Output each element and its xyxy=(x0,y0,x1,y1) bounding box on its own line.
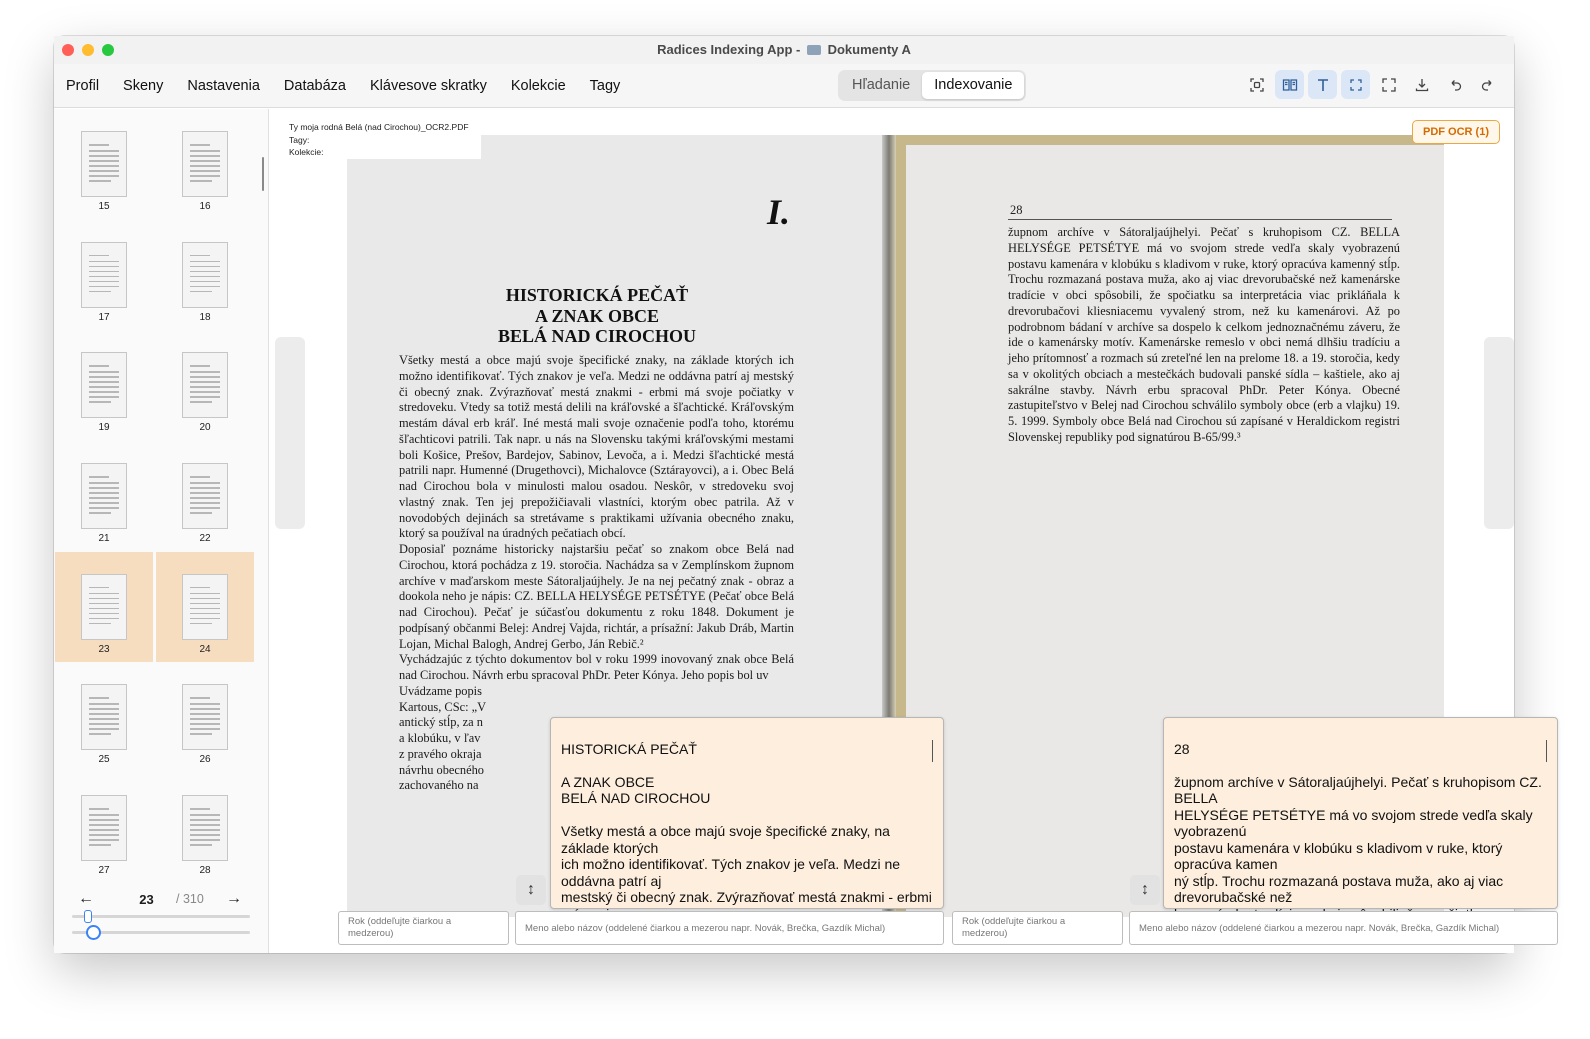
window-title xyxy=(54,36,1514,64)
thumbnail-item[interactable] xyxy=(156,220,254,331)
app-title: Radices Indexing App - xyxy=(657,42,801,57)
collections-label: Kolekcie: xyxy=(289,147,324,157)
close-window-button[interactable] xyxy=(62,44,74,56)
zoom-slider-track[interactable] xyxy=(72,915,250,918)
thumbnail-image xyxy=(81,684,127,750)
fit-page-icon[interactable] xyxy=(1341,70,1370,99)
mode-switch xyxy=(838,70,1026,101)
thumbnail-page-number: 16 xyxy=(199,201,211,212)
thumbnail-sidebar xyxy=(54,109,269,953)
thumbnail-page-number: 22 xyxy=(199,533,211,545)
folder-icon xyxy=(807,45,821,55)
thumbnail-image xyxy=(182,574,228,640)
prev-page-icon[interactable]: ← xyxy=(78,890,94,907)
thumbnail-page-number: 15 xyxy=(98,201,110,212)
year-input-right[interactable]: Rok (oddeľujte čiarkou a medzerou) xyxy=(952,911,1123,945)
menu-klavesove-skratky[interactable]: Klávesove skratky xyxy=(369,78,487,94)
menu-nastavenia[interactable]: Nastavenia xyxy=(187,78,260,94)
thumbnail-item[interactable] xyxy=(156,109,254,220)
view-tools xyxy=(1242,70,1502,101)
page-number: 28 xyxy=(1010,203,1023,217)
zoom-slider-handle[interactable] xyxy=(84,910,92,923)
thumbnail-page-number: 19 xyxy=(98,422,110,434)
thumbnail-image xyxy=(81,131,127,197)
thumbnail-image xyxy=(182,463,228,529)
thumbnail-page-number: 25 xyxy=(98,754,110,766)
tags-label: Tagy: xyxy=(289,134,310,145)
text-icon[interactable] xyxy=(1308,70,1337,99)
book-view-icon[interactable] xyxy=(1275,70,1304,99)
menu-tagy[interactable]: Tagy xyxy=(589,78,621,94)
title-bar xyxy=(54,36,1514,64)
page-body-text: župnom archíve v Sátoraljaújhelyi. Pečať s kruhopisom CZ. BELLA HELYSÉGE PETSÉTYE má vo svojom strede vedľa skaly vyobrazenú postavu kamenára v klobúku s kladivom v ruke, ktorý opracúva kamenný stĺp. Trochu rozmazaná postava muža, ako aj viac drevorubačské než kamenárske tradície v obci spôsobili, že spočiatku sa interpretácia viac prikláňala k drevorubačovi kliesniacemu vyvalený strom, než ku kamenárovi. Až po podrobnom bádaní v archíve sa dospelo k celkom jednoznačnému záveru, že ide o kamenársky motív. Kamenárske remeslo v obci nemá dlhšiu tradíciu a jeho prítomnosť a rozmach sú zreteľné len na prelome 18. a 19. storočia, kedy sa v okolitých obciach a mestečkách budovali panské sídla – kaštiele, ako aj sakrálne stavby. Návrh erbu spracoval PhDr. Peter Kónya. Obecné zastupiteľstvo v Belej nad Cirochou schválilo symboly obce (erb a vlajku) 19. 5. 1999. Symboly obce Belá nad Cirochou sú zapísané v Heraldickom registri Slovenskej republiky pod signatúrou B-65/99.³ xyxy=(1008,225,1400,444)
right-panel-handle[interactable] xyxy=(1484,337,1514,529)
thumbnail-image xyxy=(81,574,127,640)
thumbnail-item[interactable] xyxy=(55,109,153,220)
thumbnail-item[interactable] xyxy=(156,441,254,552)
document-viewer xyxy=(270,109,1542,953)
toolbar xyxy=(54,64,1514,108)
app-window xyxy=(54,36,1542,953)
thumbnail-item[interactable] xyxy=(156,330,254,441)
thumbnail-image xyxy=(81,795,127,861)
thumbnail-page-number: 20 xyxy=(199,422,211,434)
tab-hladanie[interactable]: Hľadanie xyxy=(852,77,911,93)
name-input-right[interactable]: Meno alebo názov (oddelené čiarkou a mezerou napr. Novák, Brečka, Gazdík Michal) xyxy=(1129,911,1558,945)
menu-databaza[interactable]: Databáza xyxy=(283,78,346,94)
thumbnail-item[interactable] xyxy=(55,552,153,663)
current-page-input[interactable]: 23 xyxy=(139,892,154,907)
year-input-left[interactable]: Rok (oddeľujte čiarkou a medzerou) xyxy=(338,911,509,945)
thumbnail-grid xyxy=(54,109,259,884)
thumbnail-image xyxy=(182,131,228,197)
ocr-text[interactable]: 28 župnom archíve v Sátoraljaújhelyi. Pečať s kruhopisom CZ. BELLA HELYSÉGE PETSÉTYE má vo svojom strede vedľa skaly vyobrazenú postavu kamenára v klobúku s kladivom v ruke, ktorý opracúva kamen ný stĺp. Trochu rozmazaná postava muža, ako aj viac drevorubačské než xyxy=(1174,740,1542,905)
thumbnail-image xyxy=(182,684,228,750)
left-panel-handle[interactable] xyxy=(275,337,305,529)
thumbnail-item[interactable] xyxy=(156,773,254,884)
menu-skeny[interactable]: Skeny xyxy=(123,78,164,94)
thumbnail-item[interactable] xyxy=(55,773,153,884)
thumbnail-item[interactable] xyxy=(55,220,153,331)
main-menu xyxy=(54,64,632,108)
thumbnail-item[interactable] xyxy=(55,441,153,552)
thumbnail-page-number: 26 xyxy=(199,754,211,766)
thumbnail-item[interactable] xyxy=(156,552,254,663)
name-input-left[interactable]: Meno alebo názov (oddelené čiarkou a mezerou napr. Novák, Brečka, Gazdík Michal) xyxy=(515,911,944,945)
menu-kolekcie[interactable]: Kolekcie xyxy=(510,78,566,94)
text-caret xyxy=(1546,740,1548,762)
thumbnail-image xyxy=(182,242,228,308)
thumbnail-item[interactable] xyxy=(55,662,153,773)
undo-icon[interactable] xyxy=(1440,70,1469,99)
page-navigator xyxy=(54,885,269,913)
thumbnail-image xyxy=(182,352,228,418)
document-title: Dokumenty A xyxy=(827,42,911,57)
tab-indexovanie[interactable]: Indexovanie xyxy=(922,72,1024,99)
redo-icon[interactable] xyxy=(1473,70,1502,99)
ocr-text[interactable]: HISTORICKÁ PEČAŤ A ZNAK OBCE BELÁ NAD CIROCHOU Všetky mestá a obce majú svoje špecifické znaky, na základe ktorých ich možno identifikovať. Tých znakov je veľa. Medzi ne oddávna patrí aj mestský či obecný znak. Zvýrazňovať mestá znakmi - erbmi xyxy=(561,740,932,905)
ocr-text-editor-left[interactable] xyxy=(550,717,944,909)
page-heading: HISTORICKÁ PEČAŤ A ZNAK OBCE BELÁ NAD CIROCHOU xyxy=(497,285,697,346)
thumbnail-image xyxy=(81,242,127,308)
thumbnail-list[interactable] xyxy=(54,109,259,877)
page-slider-handle[interactable] xyxy=(86,925,101,940)
page-body-text: Všetky mestá a obce majú svoje špecifické znaky, na základe ktorých ich možno identifikovať. Tých znakov je veľa. Medzi ne oddávna patrí aj mestský či obecný znak. Zvýrazňovať mestá znakmi - erbmi má svoje počiatky v stredoveku. Vtedy sa totiž mestá delili na kráľovské a šľachtické. Kráľovským mestám dával erb kráľ. Iné mestá mali svoje označenie podľa toho, ktorému šľachticovi patrili. Tak napr. u nás na Slovensku takými kráľovskými mestami boli Košice, Prešov, Bardejov, Sabinov, Levoča, a i. Medzi šľachtické mestá patrili napr. Humenné (Drugethovci), Michalovce (Sztárayovci), a i. Obec Belá nad Cirochou bola v minulosti malou osadou. Neskôr, v stredoveku svoj vlastný znak. Ten jej prepožičiavali vlastníci, ktorým obec patrila. Až v novodobých dejinách sa stretávame s praktikami užívania obecného znaku, ktorý sa používal na úradných pečatiach obcí. Doposiaľ poznáme historicky najstaršiu pečať so znakom obce Belá nad Cirochou, ktorá pochádza z 19. storočia. Nachádza sa v Zemplínskom župnom archíve v maďarskom meste Sátoraljaújhely. Je na nej pečatný znak - obraz a dookola neho je nápis: CZ. BELLA HELYSÉGE PETSÉTYE (Pečať obce Belá nad Cirochou). Pečať je súčasťou dokumentu z roku 1848. Dokument je podpísaný občanmi Belej: Andrej Vajda, richtár, a prísažní: Jakub Dráb, Martin Lojan, Michal Balogh, Andrej Gerbo, Ján Rebič.² Vychádzajúc z týchto dokumentov bol v roku 1999 inovovaný znak obce Belá nad Cirochou. Návrh erbu spracoval PhDr. Peter Kónya. Jeho popis bol uv Uvádzame popis Kartous, CSc: „V antický stĺp, za n a klobúku, v ľav z pravého okraja návrhu obecného zachovaného na xyxy=(399,353,794,793)
thumbnail-image xyxy=(81,352,127,418)
header-rule xyxy=(1008,219,1392,220)
fullscreen-icon[interactable] xyxy=(1374,70,1403,99)
window-controls xyxy=(62,44,114,56)
file-info xyxy=(289,121,481,159)
thumbnail-image xyxy=(182,795,228,861)
ocr-text-editor-right[interactable] xyxy=(1163,717,1558,909)
file-name: Ty moja rodná Belá (nad Cirochou)_OCR2.PDF xyxy=(289,122,469,132)
maximize-window-button[interactable] xyxy=(102,44,114,56)
thumbnail-page-number: 24 xyxy=(199,643,211,655)
download-icon[interactable] xyxy=(1407,70,1436,99)
thumbnail-page-number: 27 xyxy=(98,865,110,877)
thumbnail-item[interactable] xyxy=(55,330,153,441)
total-pages: / 310 xyxy=(176,892,204,906)
thumbnail-page-number: 28 xyxy=(199,865,211,877)
minimize-window-button[interactable] xyxy=(82,44,94,56)
thumbnail-image xyxy=(81,463,127,529)
thumbnail-page-number: 23 xyxy=(98,643,110,655)
menu-profil[interactable]: Profil xyxy=(66,78,100,94)
thumbnail-page-number: 17 xyxy=(98,311,110,323)
resize-vertical-icon[interactable]: ↕ xyxy=(1130,875,1160,905)
thumbnail-item[interactable] xyxy=(156,662,254,773)
next-page-icon[interactable]: → xyxy=(226,890,242,907)
scan-icon[interactable] xyxy=(1242,70,1271,99)
chapter-number: I. xyxy=(767,192,791,232)
resize-vertical-icon[interactable]: ↕ xyxy=(516,875,546,905)
thumbnail-page-number: 18 xyxy=(199,311,211,323)
pdf-ocr-badge[interactable]: PDF OCR (1) xyxy=(1412,120,1500,144)
sidebar-scrollbar[interactable] xyxy=(262,157,264,191)
thumbnail-page-number: 21 xyxy=(98,533,110,545)
text-caret xyxy=(932,740,934,762)
